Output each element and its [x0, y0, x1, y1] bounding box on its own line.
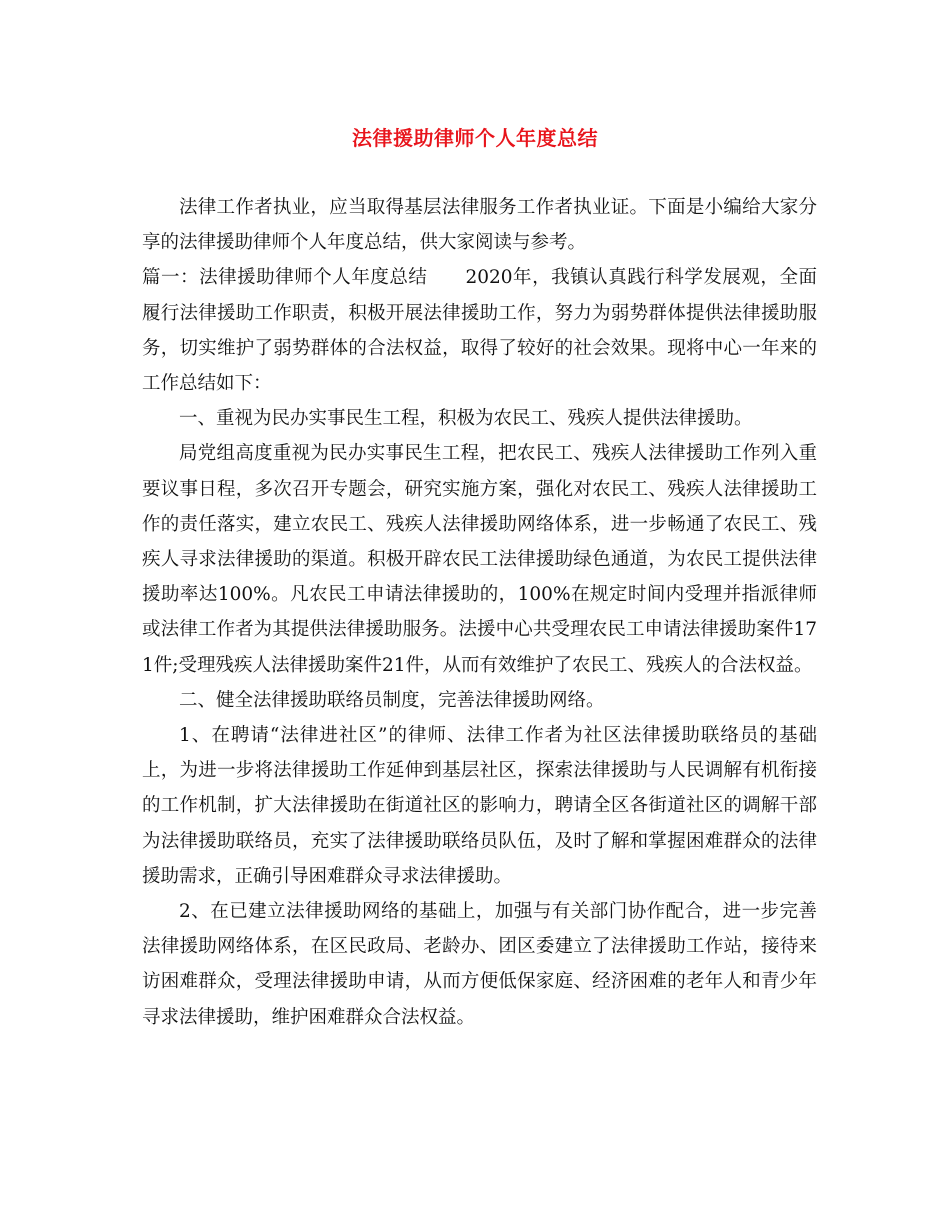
intro-paragraph: 法律工作者执业，应当取得基层法律服务工作者执业证。下面是小编给大家分享的法律援助律师个人年度总结，供大家阅读与参考。	[142, 197, 817, 254]
section-opening-text: 2020年，我镇认真践行科学发展观，全面履行法律援助工作职责，积极开展法律援助工作，努力为弱势群体提供法律援助服务，切实维护了弱势群体的合法权益，取得了较好的社会效果。现将中心一年来的工作总结如下：	[142, 267, 817, 395]
paragraph-one: 局党组高度重视为民办实事民生工程，把农民工、残疾人法律援助工作列入重要议事日程，多次召开专题会，研究实施方案，强化对农民工、残疾人法律援助工作的责任落实，建立农民工、残疾人法律援助网络体系，进一步畅通了农民工、残疾人寻求法律援助的渠道。积极开辟农民工法律援助绿色通道，为农民工提供法律援助率达100%。凡农民工申请法律援助的，100%在规定时间内受理并指派律师或法律工作者为其提供法律援助服务。法援中心共受理农民工申请法律援助案件171件;受理残疾人法律援助案件21件，从而有效维护了农民工、残疾人的合法权益。	[142, 443, 817, 676]
section-paragraph	[142, 260, 817, 401]
document-title: 法律援助律师个人年度总结	[352, 126, 598, 150]
heading-one: 一、重视为民办实事民生工程，积极为农民工、残疾人提供法律援助。	[179, 408, 753, 430]
heading-two: 二、健全法律援助联络员制度，完善法律援助网络。	[179, 689, 605, 711]
document-body	[142, 190, 817, 1035]
paragraph-three: 2、在已建立法律援助网络的基础上，加强与有关部门协作配合，进一步完善法律援助网络体系，在区民政局、老龄办、团区委建立了法律援助工作站，接待来访困难群众，受理法律援助申请，从而方便低保家庭、经济困难的老年人和青少年寻求法律援助，维护困难群众合法权益。	[142, 901, 817, 1028]
section-heading: 篇一：法律援助律师个人年度总结	[142, 267, 428, 289]
paragraph-two: 1、在聘请“法律进社区”的律师、法律工作者为社区法律援助联络员的基础上，为进一步将法律援助工作延伸到基层社区，探索法律援助与人民调解有机衔接的工作机制，扩大法律援助在街道社区的影响力，聘请全区各街道社区的调解干部为法律援助联络员，充实了法律援助联络员队伍，及时了解和掌握困难群众的法律援助需求，正确引导困难群众寻求法律援助。	[142, 725, 817, 887]
